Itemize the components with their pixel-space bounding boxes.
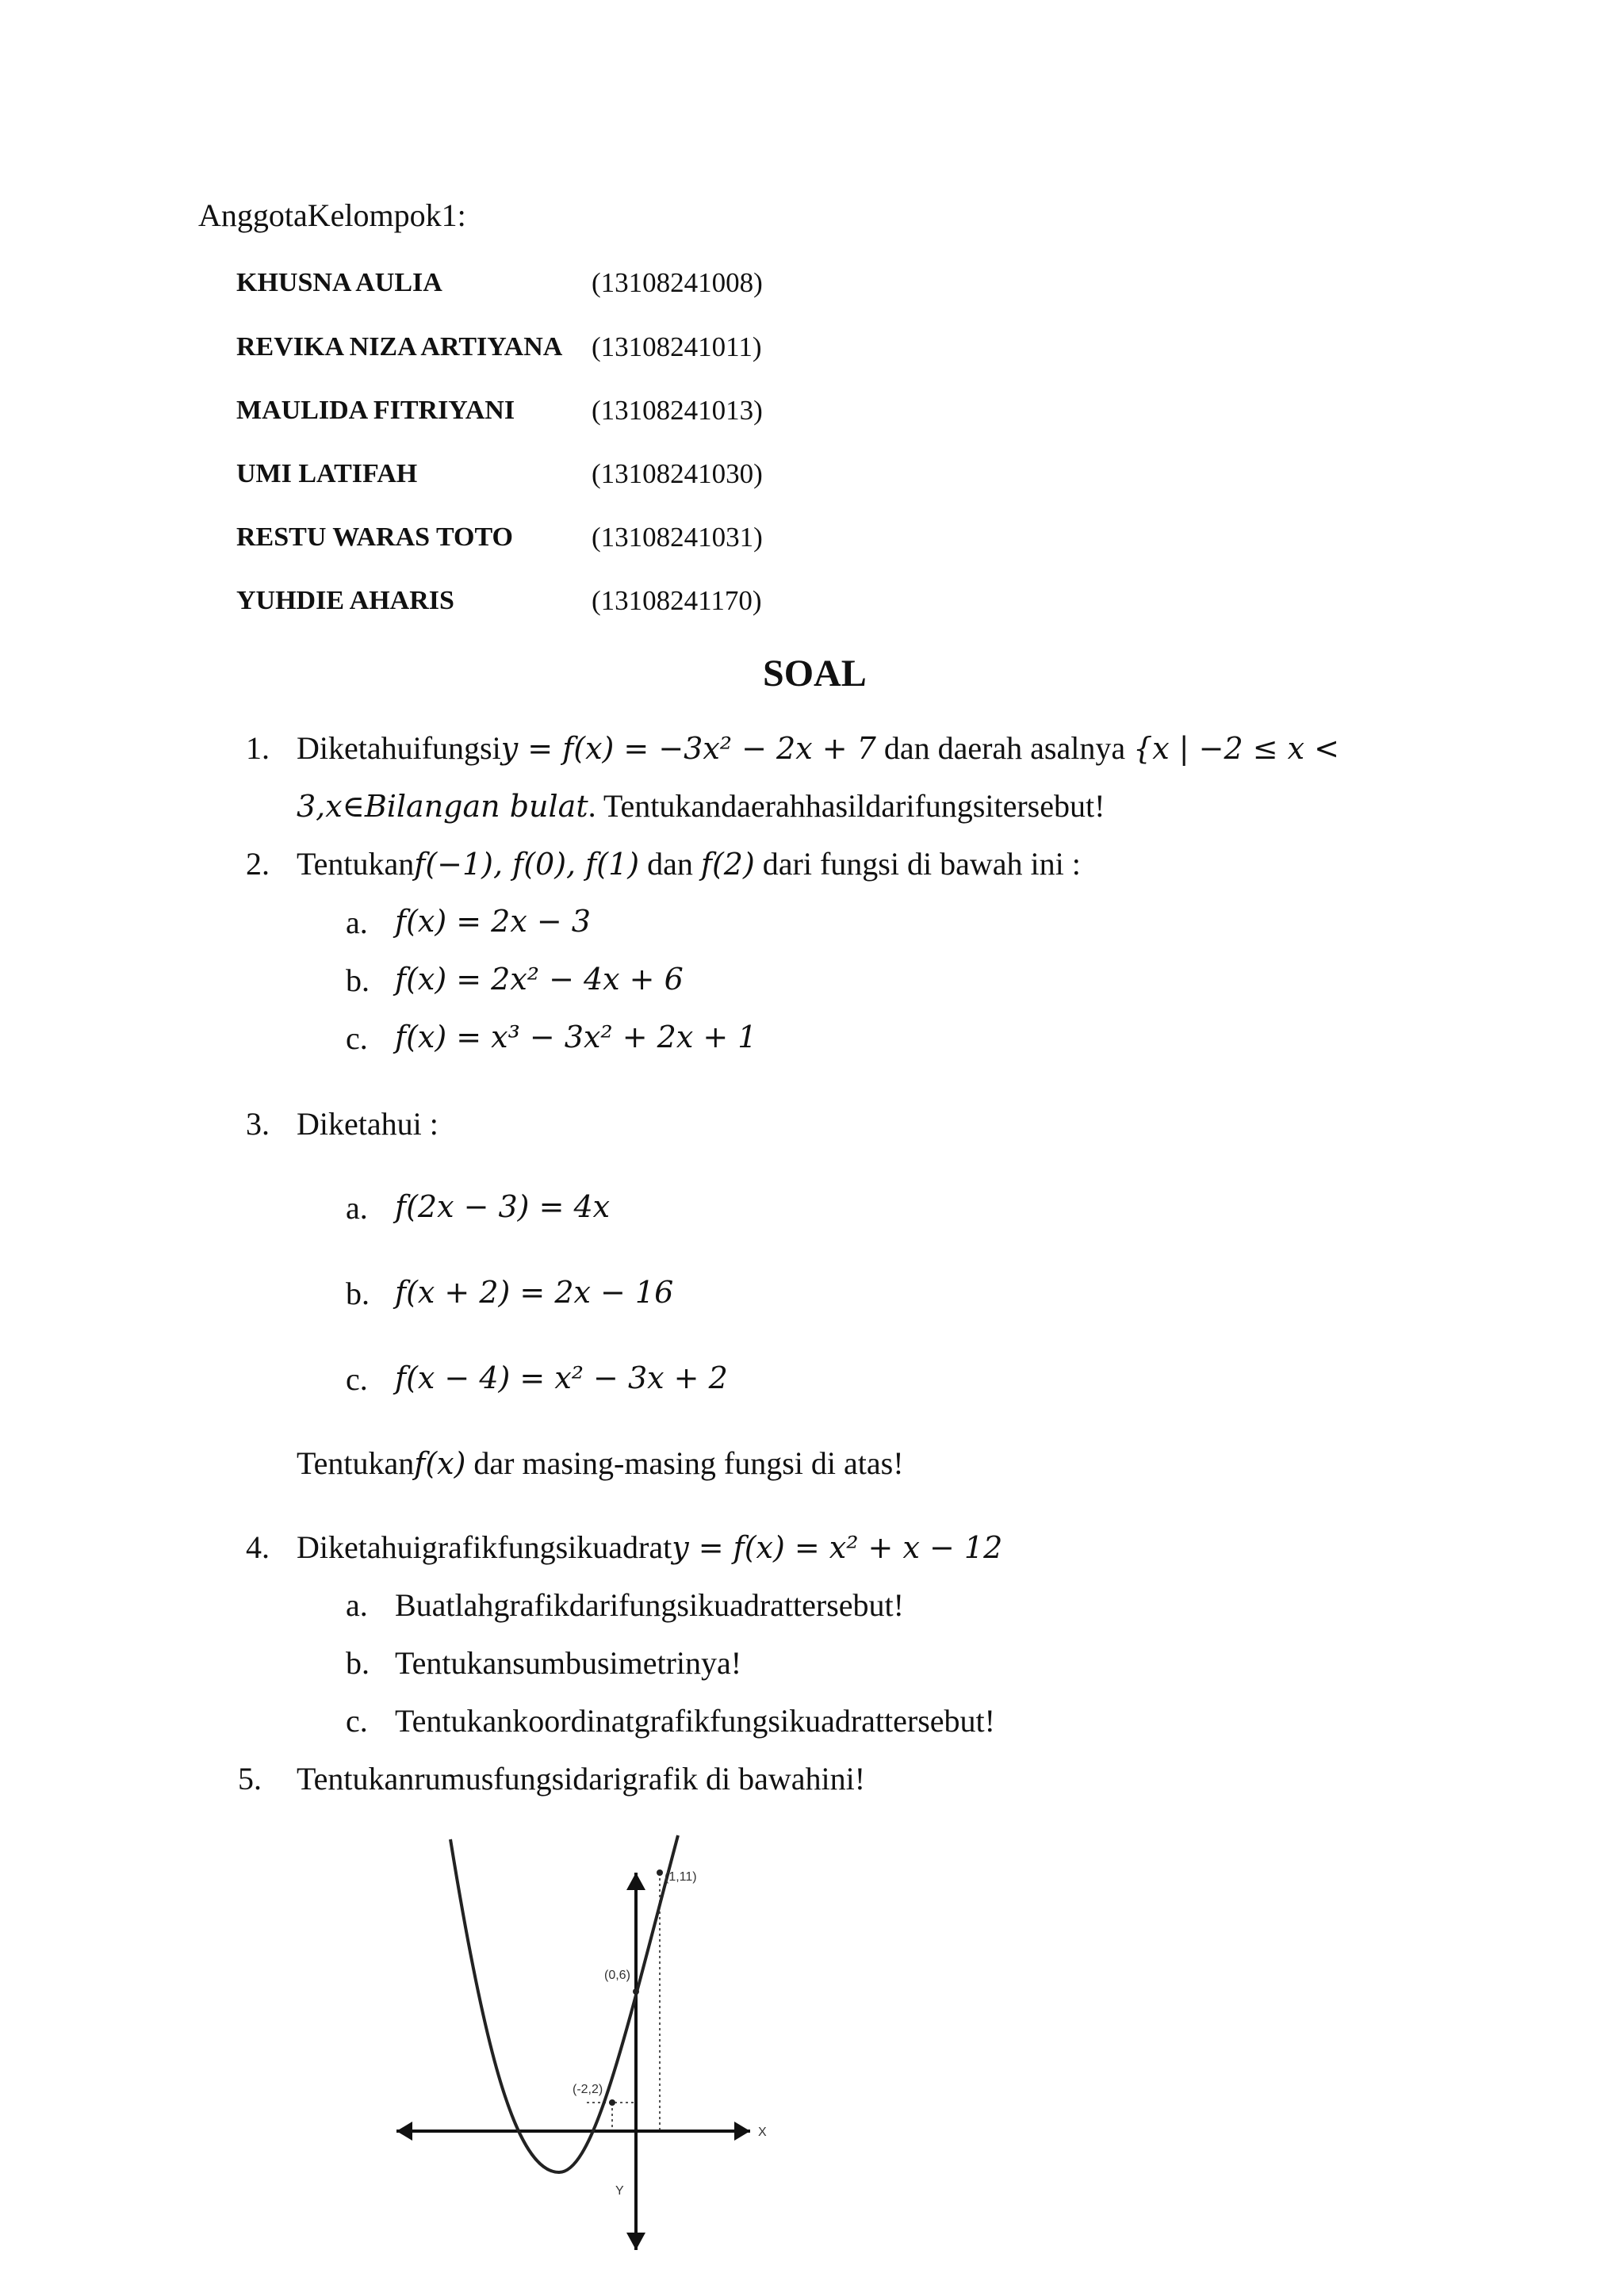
question-2-line [297,845,1081,882]
question-text: Tentukan [297,1445,415,1481]
item-label: a. [346,1190,368,1226]
x-axis-right-arrow [734,2122,750,2141]
function-expression: f(x − 4) = x² − 3x + 2 [395,1360,728,1395]
member-nim: (13108241170) [592,585,762,616]
y-axis-down-arrow [626,2233,645,2250]
domain-expression: 3,x∈Bilangan bulat [297,789,588,824]
function-expression: f(x + 2) = 2x − 16 [395,1275,674,1310]
parabola-curve [450,1835,678,2172]
function-graph [373,1823,785,2267]
point-label: (1,11) [665,1870,697,1884]
function-expression: y = f(x) = −3x² − 2x + 7 [500,731,876,766]
member-name: YUHDIE AHARIS [236,586,454,615]
question-text: Diketahui : [297,1106,439,1142]
member-name: RESTU WARAS TOTO [236,522,513,552]
question-1-line-1 [297,729,1339,767]
item-label: b. [346,1276,370,1311]
point-label: (-2,2) [573,2083,603,2096]
domain-expression: {x | −2 ≤ x < [1133,731,1340,766]
question-text: dari fungsi di bawah ini : [754,846,1081,882]
question-number: 1. [246,730,270,766]
question-text: Diketahuigrafikfungsikuadrat [297,1529,672,1565]
member-nim: (13108241031) [592,522,763,553]
y-axis-up-arrow [626,1873,645,1890]
question-text: Tentukanrumusfungsidarigrafik di bawahini! [297,1761,866,1797]
group-heading: AnggotaKelompok1: [198,197,466,233]
member-name: REVIKA NIZA ARTIYANA [236,332,563,362]
question-text: dan daerah asalnya [875,730,1134,766]
question-text: dan [639,846,701,882]
page-title: SOAL [763,652,867,695]
member-nim: (13108241030) [592,458,763,489]
question-text: dar masing-masing fungsi di atas! [465,1445,904,1481]
item-label: a. [346,1587,368,1623]
point-marker [633,1988,639,1995]
question-number: 4. [246,1529,270,1565]
point-label: (0,6) [604,1969,630,1982]
member-nim: (13108241013) [592,395,763,426]
function-expression: f(2x − 3) = 4x [395,1189,611,1224]
question-text: Tentukan [297,846,415,882]
function-expression: f(x) = 2x² − 4x + 6 [395,962,684,997]
member-name: UMI LATIFAH [236,459,418,488]
function-expression: f(x) = 2x − 3 [395,904,591,939]
x-axis-label: X [758,2126,767,2139]
item-text: Tentukankoordinatgrafikfungsikuadrattersebut! [395,1703,995,1739]
point-marker [609,2099,615,2106]
question-1-line-2 [297,787,1105,825]
item-text: Tentukansumbusimetrinya! [395,1645,742,1681]
question-text: . Tentukandaerahhasildarifungsitersebut! [588,788,1105,824]
member-name: KHUSNA AULIA [236,268,442,297]
item-label: b. [346,962,370,998]
item-label: a. [346,905,368,940]
member-nim: (13108241008) [592,267,763,298]
function-expression: f(x) [414,1446,466,1481]
function-values: f(2) [700,847,755,882]
item-label: c. [346,1703,368,1739]
item-label: c. [346,1361,368,1397]
y-axis-label: Y [615,2184,624,2198]
question-number: 5. [238,1761,262,1797]
function-values: f(−1), f(0), f(1) [414,847,640,882]
member-nim: (13108241011) [592,331,762,362]
question-text: Diketahuifungsi [297,730,501,766]
point-marker [657,1869,663,1876]
question-number: 3. [246,1106,270,1142]
question-4-line [297,1529,1002,1566]
function-expression: f(x) = x³ − 3x² + 2x + 1 [395,1020,757,1054]
x-axis-left-arrow [396,2122,412,2141]
question-number: 2. [246,846,270,882]
item-label: b. [346,1645,370,1681]
item-text: Buatlahgrafikdarifungsikuadrattersebut! [395,1587,904,1623]
function-expression: y = f(x) = x² + x − 12 [672,1530,1003,1565]
member-name: MAULIDA FITRIYANI [236,396,515,425]
question-3-footer [297,1445,904,1482]
item-label: c. [346,1020,368,1056]
